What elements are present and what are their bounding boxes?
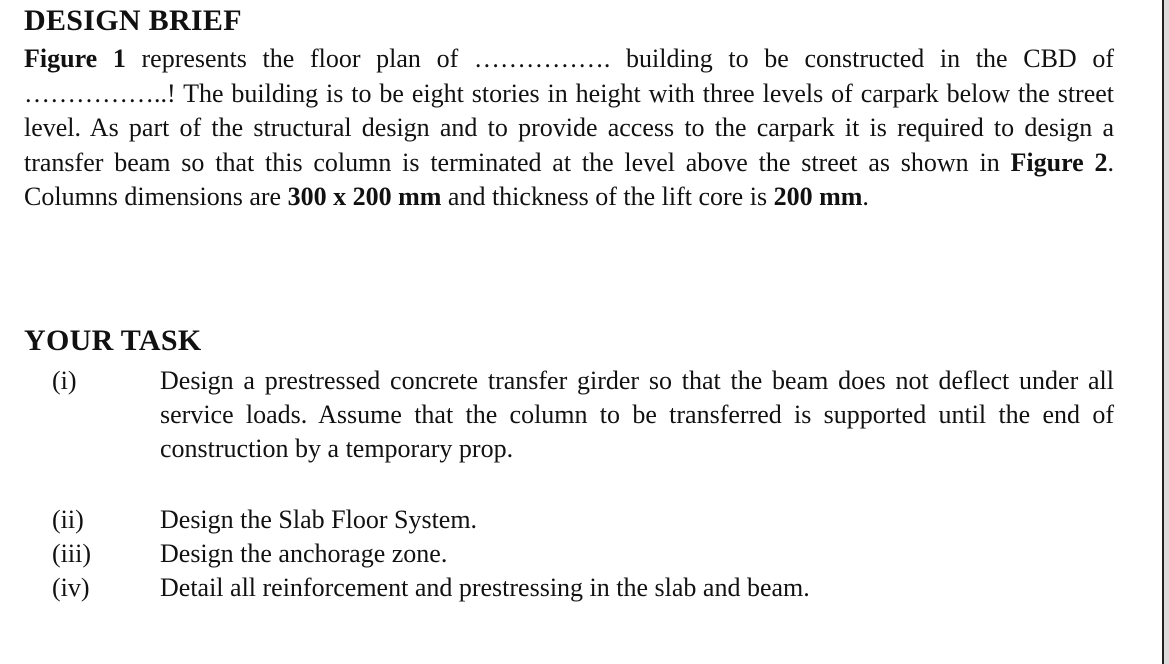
your-task-heading: YOUR TASK <box>24 324 202 357</box>
design-brief-heading: DESIGN BRIEF <box>24 4 242 37</box>
task-item <box>52 364 1114 466</box>
blank-building-type: ……………. <box>473 44 611 73</box>
task-item <box>52 571 1114 605</box>
figure-1-ref: Figure 1 <box>24 44 126 73</box>
brief-text-2: building to be constructed in the CBD of <box>610 44 1114 73</box>
blank-city: …………….. <box>24 78 167 108</box>
task-text: Design a prestressed concrete transfer girder so that the beam does not deflect under all service loads. Assume that the column to be transferred is supported until the end of construction by a temporary prop. <box>160 366 1114 463</box>
task-text: Design the anchorage zone. <box>160 539 448 568</box>
brief-text-1: represents the floor plan of <box>125 44 474 73</box>
task-number: (iv) <box>52 573 90 602</box>
brief-text-5: and thickness of the lift core is <box>441 182 774 211</box>
task-item <box>52 537 1114 571</box>
lift-core-thickness: 200 mm <box>773 182 863 211</box>
figure-2-ref: Figure 2 <box>1010 147 1108 177</box>
design-brief-paragraph <box>24 42 1114 215</box>
viewer-background-strip <box>1164 0 1169 664</box>
task-number: (ii) <box>52 505 84 534</box>
task-number: (iii) <box>52 539 91 568</box>
task-item <box>52 503 1114 537</box>
task-text: Detail all reinforcement and prestressing in the slab and beam. <box>160 573 810 602</box>
brief-text-6: . <box>862 182 869 211</box>
brief-text-3: ! The building is to be eight stories in height with three levels of carpark below the street level. As part of the structural design and to provide access to the carpark it is required to design a transfer beam so that this column is terminated at the level above the street as shown in <box>24 78 1114 177</box>
brief-text-4: . Columns dimensions are <box>24 147 1114 211</box>
task-text: Design the Slab Floor System. <box>160 505 478 534</box>
task-number: (i) <box>52 366 77 395</box>
column-dimensions: 300 x 200 mm <box>287 182 442 211</box>
